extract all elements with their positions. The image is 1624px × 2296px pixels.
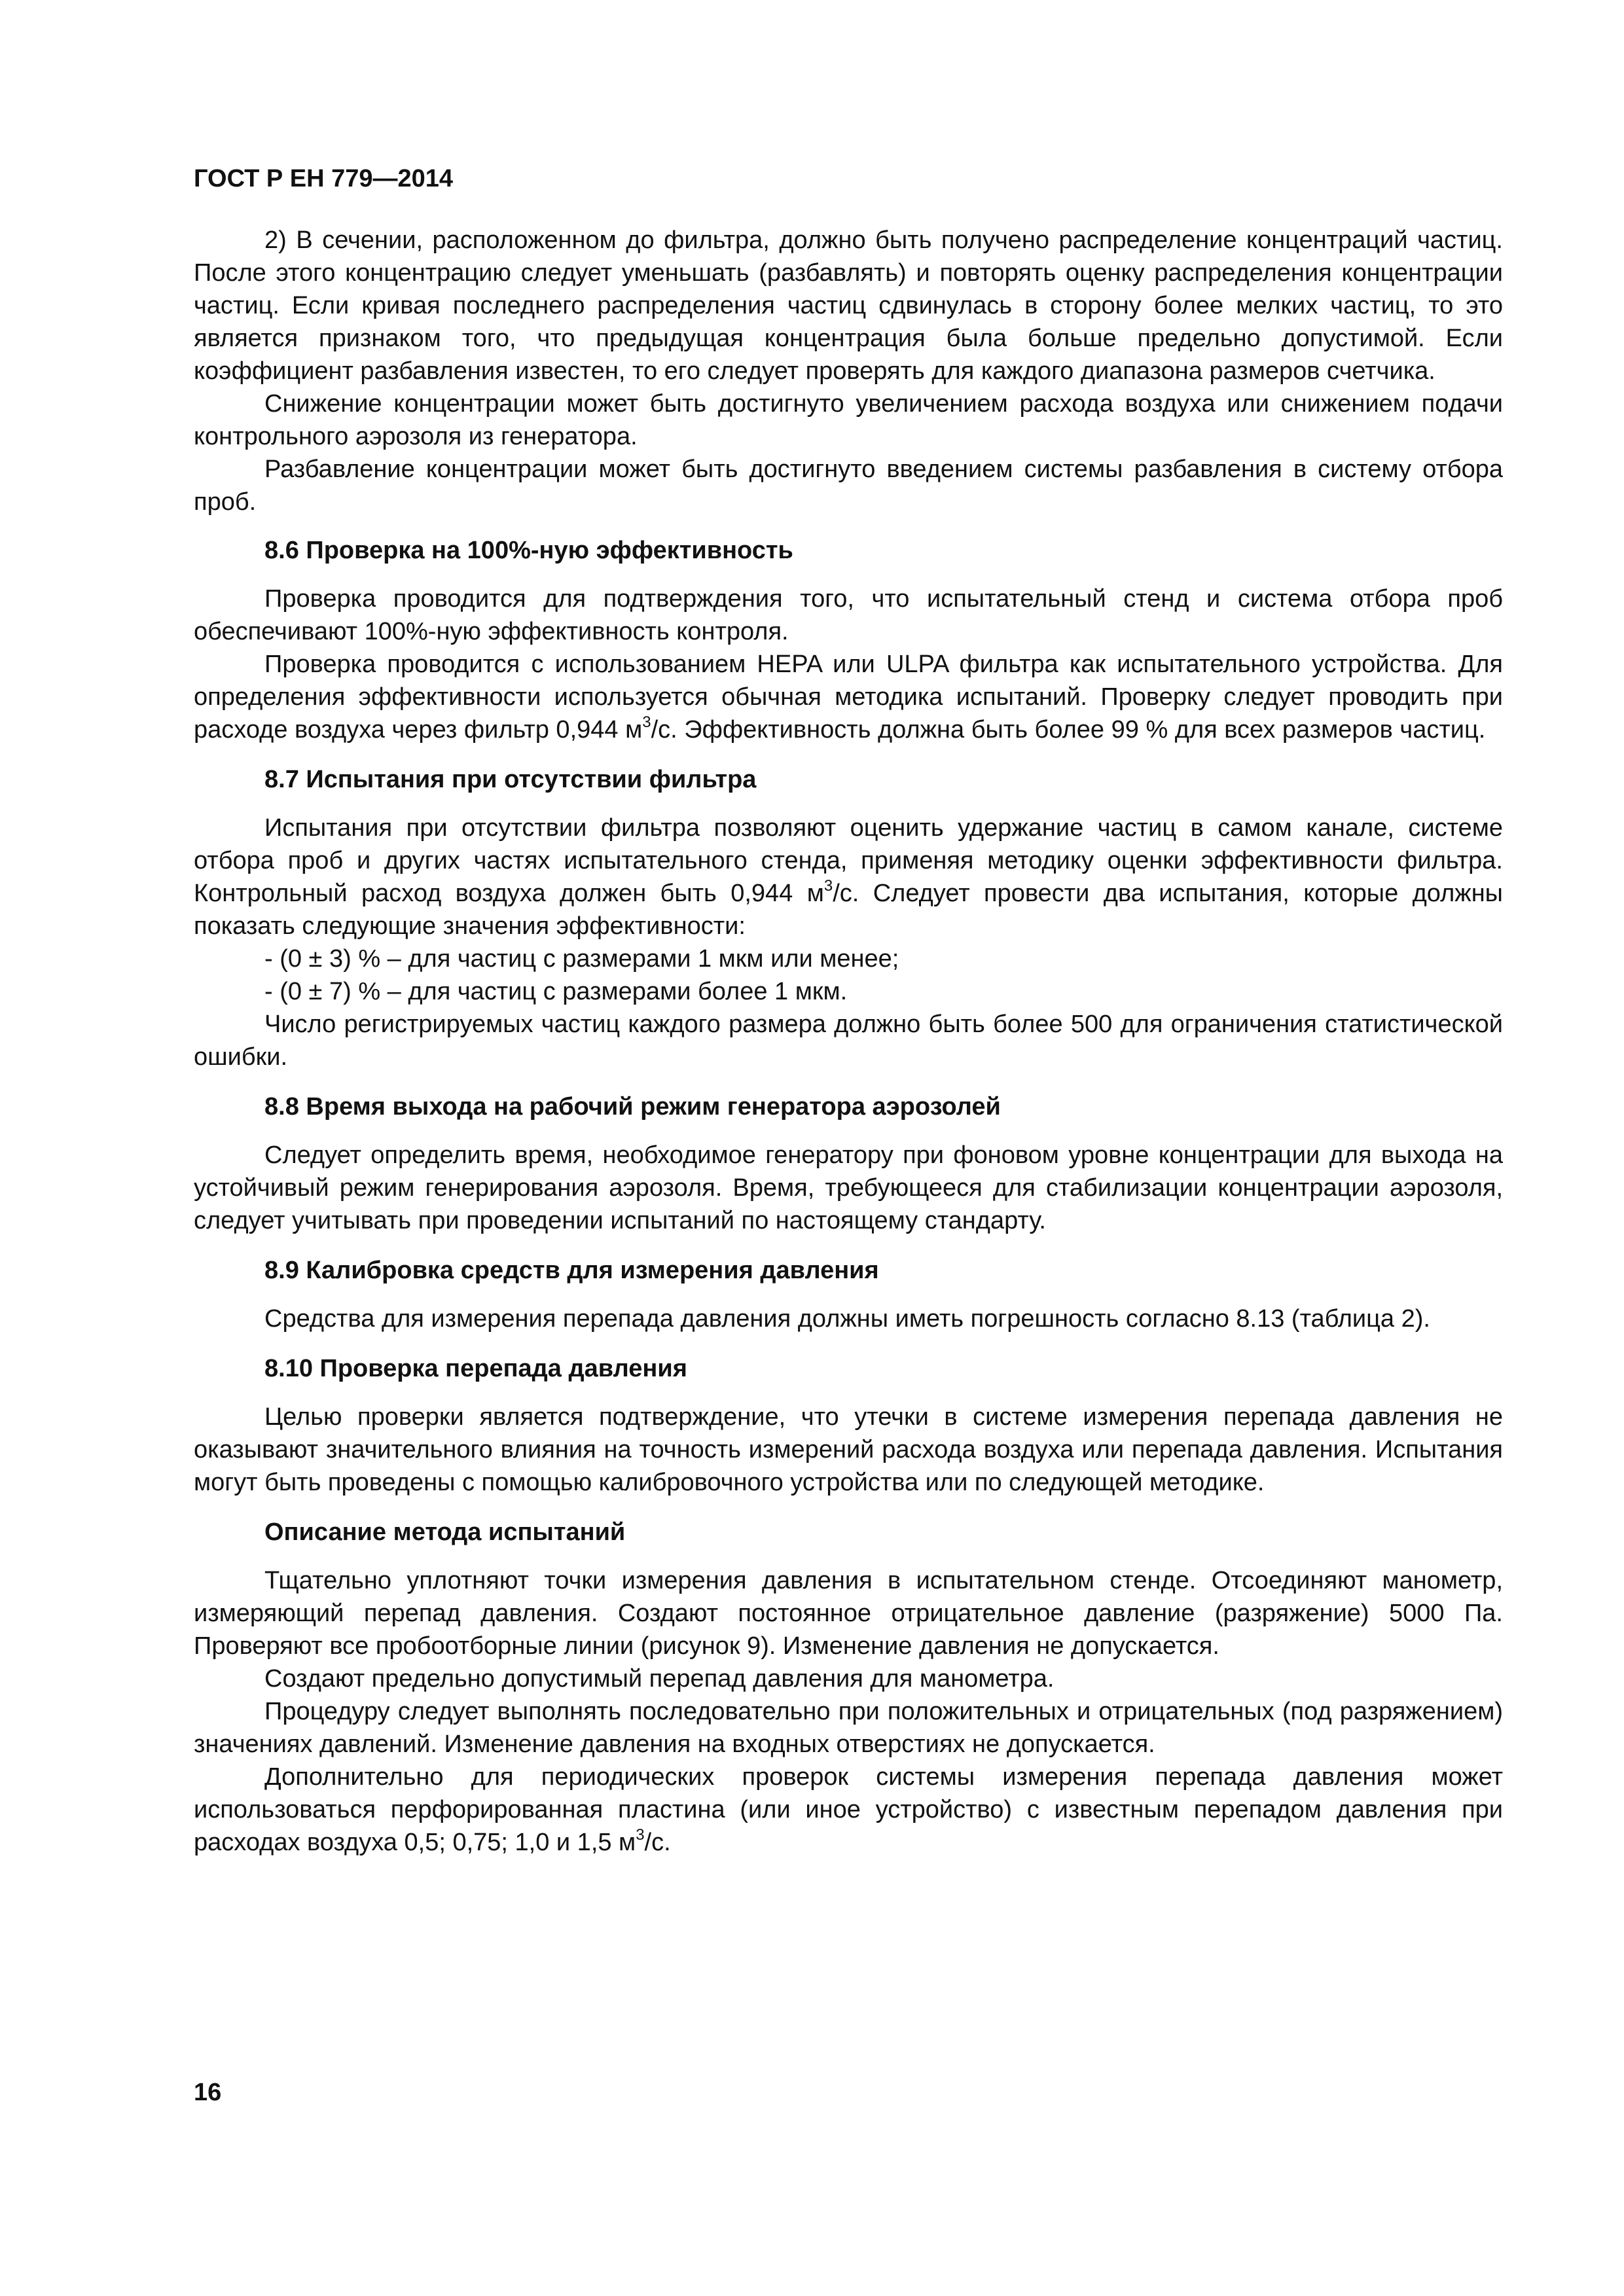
cubic-superscript: 3 (823, 877, 833, 895)
method-paragraph-4 (194, 1761, 1503, 1859)
intro-paragraph-1: 2) В сечении, расположенном до фильтра, должно быть получено распределение концентраций частиц. После этого концентрацию следует уменьшать (разбавлять) и повторять оценку распределения концентрации частиц. Если кривая последнего распределения частиц сдвинулась в сторону более мелких частиц, то это является признаком того, что предыдущая концентрация была больше предельно допустимой. Если коэффициент разбавления известен, то его следует проверять для каждого диапазона размеров счетчика. (194, 226, 1503, 385)
document-body (194, 224, 1503, 1859)
section-8-9-heading: 8.9 Калибровка средств для измерения давления (264, 1257, 879, 1284)
section-8-7-paragraph-1-text: Испытания при отсутствии фильтра позволяют оценить удержание частиц в самом канале, системе отбора проб и других частях испытательного стенда, применяя методику оценки эффективности фильтра. Контрольный расход воздуха должен быть 0,944 м (194, 814, 1503, 907)
section-8-10-heading: 8.10 Проверка перепада давления (264, 1355, 687, 1382)
list-item: - (0 ± 7) % – для частиц с размерами более 1 мкм. (264, 978, 848, 1005)
section-8-7-heading: 8.7 Испытания при отсутствии фильтра (264, 766, 757, 793)
method-paragraph-1: Тщательно уплотняют точки измерения давления в испытательном стенде. Отсоединяют манометр, измеряющий перепад давления. Создают постоянное отрицательное давление (разряжение) 5000 Па. Проверяют все пробоотборные линии (рисунок 9). Изменение давления не допускается. (194, 1567, 1503, 1660)
section-8-6-paragraph-2-tail: /с. Эффективность должна быть более 99 % для всех размеров частиц. (651, 716, 1486, 744)
cubic-superscript: 3 (636, 1826, 645, 1844)
section-8-6-heading: 8.6 Проверка на 100%-ную эффективность (264, 537, 793, 564)
method-paragraph-2: Создают предельно допустимый перепад давления для манометра. (264, 1665, 1055, 1693)
method-paragraph-4-text: Дополнительно для периодических проверок системы измерения перепада давления может использоваться перфорированная пластина (или иное устройство) с известным перепадом давления при расходах воздуха 0,5; 0,75; 1,0 и 1,5 м (194, 1763, 1503, 1856)
document-header: ГОСТ Р ЕН 779—2014 (194, 165, 454, 192)
method-description-heading: Описание метода испытаний (264, 1518, 626, 1546)
section-8-10-paragraph-1: Целью проверки является подтверждение, что утечки в системе измерения перепада давления не оказывают значительного влияния на точность измерений расхода воздуха или перепада давления. Испытания могут быть проведены с помощью калибровочного устройства или по следующей методике. (194, 1403, 1503, 1496)
section-8-6-paragraph-2 (194, 648, 1503, 746)
section-8-6-paragraph-2-text: Проверка проводится с использованием HEPA или ULPA фильтра как испытательного устройства. Для определения эффективности используется обычная методика испытаний. Проверку следует проводить при расходе воздуха через фильтр 0,944 м (194, 651, 1503, 744)
cubic-superscript: 3 (642, 713, 651, 731)
section-8-6-paragraph-1: Проверка проводится для подтверждения того, что испытательный стенд и система отбора проб обеспечивают 100%-ную эффективность контроля. (194, 585, 1503, 645)
section-8-7-paragraph-2: Число регистрируемых частиц каждого размера должно быть более 500 для ограничения статистической ошибки. (194, 1011, 1503, 1071)
page-number: 16 (194, 2079, 222, 2106)
section-8-8-paragraph-1: Следует определить время, необходимое генератору при фоновом уровне концентрации для выхода на устойчивый режим генерирования аэрозоля. Время, требующееся для стабилизации концентрации аэрозоля, следует учитывать при проведении испытаний по настоящему стандарту. (194, 1141, 1503, 1234)
method-paragraph-3: Процедуру следует выполнять последовательно при положительных и отрицательных (под разряжением) значениях давлений. Изменение давления на входных отверстиях не допускается. (194, 1698, 1503, 1758)
method-paragraph-4-tail: /с. (644, 1829, 671, 1856)
section-8-8-heading: 8.8 Время выхода на рабочий режим генератора аэрозолей (264, 1093, 1001, 1121)
list-item: - (0 ± 3) % – для частиц с размерами 1 мкм или менее; (264, 945, 899, 973)
section-8-7-paragraph-1-tail: /с. Следует провести два испытания, которые должны показать следующие значения эффективности: (194, 880, 1503, 940)
intro-paragraph-2: Снижение концентрации может быть достигнуто увеличением расхода воздуха или снижением подачи контрольного аэрозоля из генератора. (194, 390, 1503, 450)
section-8-9-paragraph-1: Средства для измерения перепада давления должны иметь погрешность согласно 8.13 (таблица 2). (264, 1305, 1430, 1333)
section-8-7-paragraph-1 (194, 812, 1503, 942)
intro-paragraph-3: Разбавление концентрации может быть достигнуто введением системы разбавления в систему отбора проб. (194, 456, 1503, 516)
